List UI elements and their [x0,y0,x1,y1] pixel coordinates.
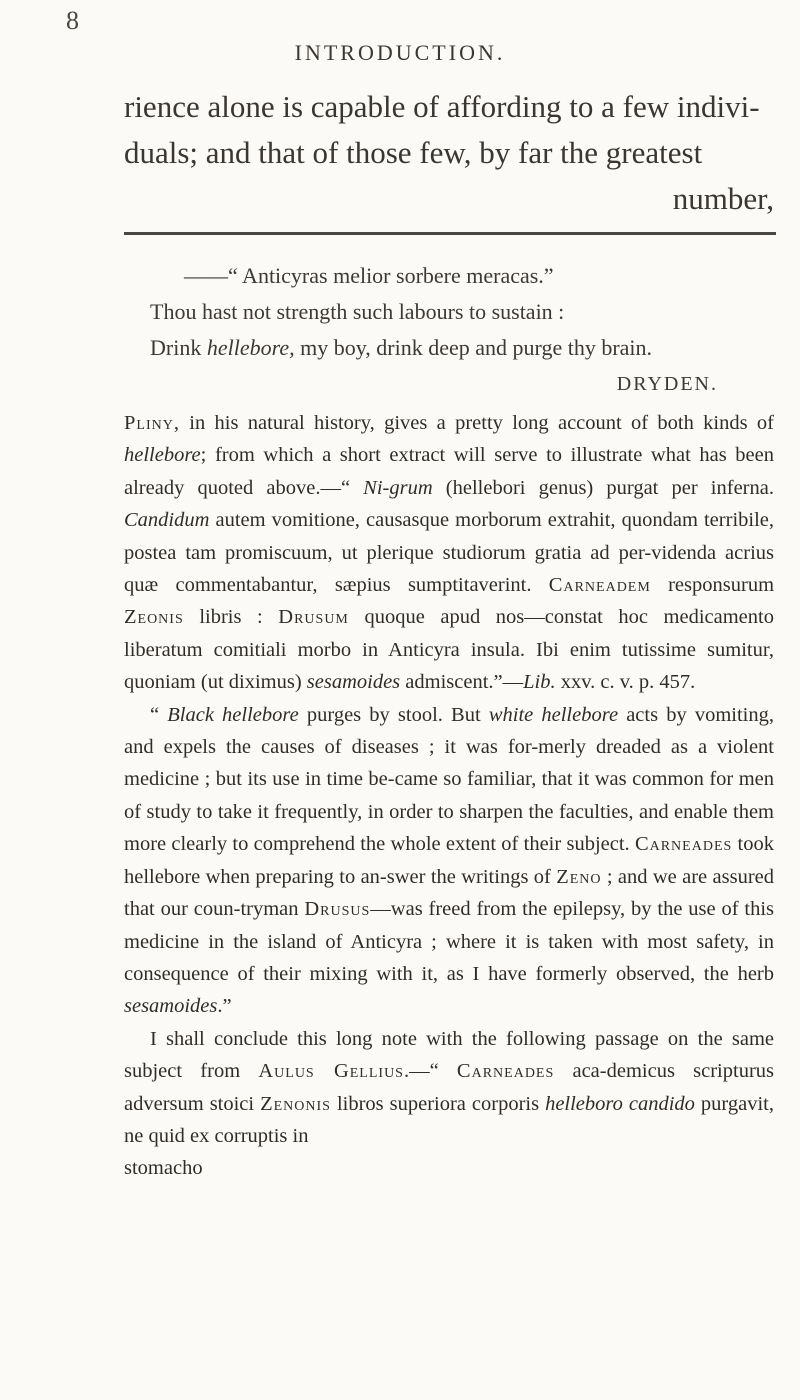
note-text: admiscent.”— [400,671,524,694]
note-text: purges by stool. But [298,703,489,726]
verse-text: my boy, drink deep and purge thy brain. [294,335,653,360]
note-text: ; from which a short extract will serve to illustrate what has been already quoted above.—“ [124,444,774,499]
note-text: xxv. c. v. p. 457. [555,671,696,694]
page-number: 8 [66,6,79,35]
name-zeonis: Zeonis [124,606,184,629]
lead-paragraph [124,84,774,222]
name-zeno: Zeno [556,865,602,888]
name-carneades: Carneades [456,1060,555,1083]
note-text: quoque apud nos—constat hoc medicamento liberatum comitiali morbo in Anticyra insula. Ibi enim tutissime sumitur, quoniam (ut diximus) [124,606,774,694]
note-text: —was freed from the epilepsy, by the use of this medicine in the island of Anticyra ; where it is taken with most safety, in consequence of their mixing with it, as I have formerly observed, the herb [124,898,774,985]
verse-author: DRYDEN. [616,373,718,395]
note-text: .” [217,995,232,1018]
name-drusus: Drusus [304,898,371,921]
catchword: stomacho [124,1157,203,1180]
note-italic: sesamoides [124,995,218,1018]
verse-quotation [124,258,774,402]
verse-line-3 [124,330,774,366]
note-italic: Ni-grum [363,476,433,499]
note-text: I shall conclude this long note with the following passage on the same subject from [124,1027,774,1083]
note-italic: sesamoides [306,671,401,694]
note-text: “ [150,703,168,726]
note-paragraph-2 [124,699,774,1023]
note-text: libros superiora corporis [330,1092,546,1115]
note-italic: hellebore [124,444,201,467]
name-zenonis: Zenonis [260,1092,331,1115]
name-pliny: Pliny, [124,412,180,434]
name-carneades: Carneades [634,833,733,856]
note-italic: helleboro candido [545,1092,695,1115]
running-head: INTRODUCTION. [294,40,506,65]
verse-line-2: Thou hast not strength such labours to sustain : [150,299,565,324]
lead-line-1: rience alone is capable of affording to a few indivi- [124,89,760,124]
note-text: autem vomitione, causasque morborum extrahit, quondam terribile, postea tam promiscuum, ut plerique studiorum gratia ad per-videnda acrius quæ commentabantur, sæpius sumptitaverint. [124,509,774,597]
note-text: took hellebore when preparing to an-swer the writings of [124,833,774,888]
section-rule [124,232,776,235]
name-aulus-gellius: Aulus Gellius [258,1060,404,1083]
note-text: acts by vomiting, and expels the causes of diseases ; it was for-merly dreaded as a violent medicine ; but its use in time be-came so familiar, that it was common for men of study to take it frequently, in order to sharpen the faculties, and enable them more clearly to comprehend the whole extent of their subject. [124,703,774,856]
note-paragraph-3 [124,1023,774,1153]
note-italic: white hellebore [488,703,619,726]
note-italic: Black hellebore [167,703,299,726]
note-text: libris : [183,606,279,629]
note-text: .—“ [403,1060,457,1083]
name-carneadem: Carneadem [548,574,651,597]
note-text: ; and we are assured that our coun-tryman [124,865,774,921]
name-drusum: Drusum [278,606,349,629]
note-text: (hellebori genus) purgat per inferna. [432,476,774,499]
note-italic: Lib. [523,671,556,694]
note-paragraph-1 [124,407,774,699]
note-text: purgavit, ne quid ex corruptis in [124,1092,774,1147]
note-italic: Candidum [124,509,210,532]
verse-italic: hellebore, [206,335,295,360]
note-text: responsurum [650,574,775,597]
note-text: in his natural history, gives a pretty long account of both kinds of [179,412,774,434]
verse-text: Drink [150,335,207,360]
footnote-body [124,407,774,1185]
lead-line-3: number, [672,181,774,216]
verse-line-1: ——“ Anticyras melior sorbere meracas.” [184,263,554,288]
lead-line-2: duals; and that of those few, by far the greatest [124,135,703,170]
note-text: aca-demicus scripturus adversum stoici [124,1060,774,1115]
